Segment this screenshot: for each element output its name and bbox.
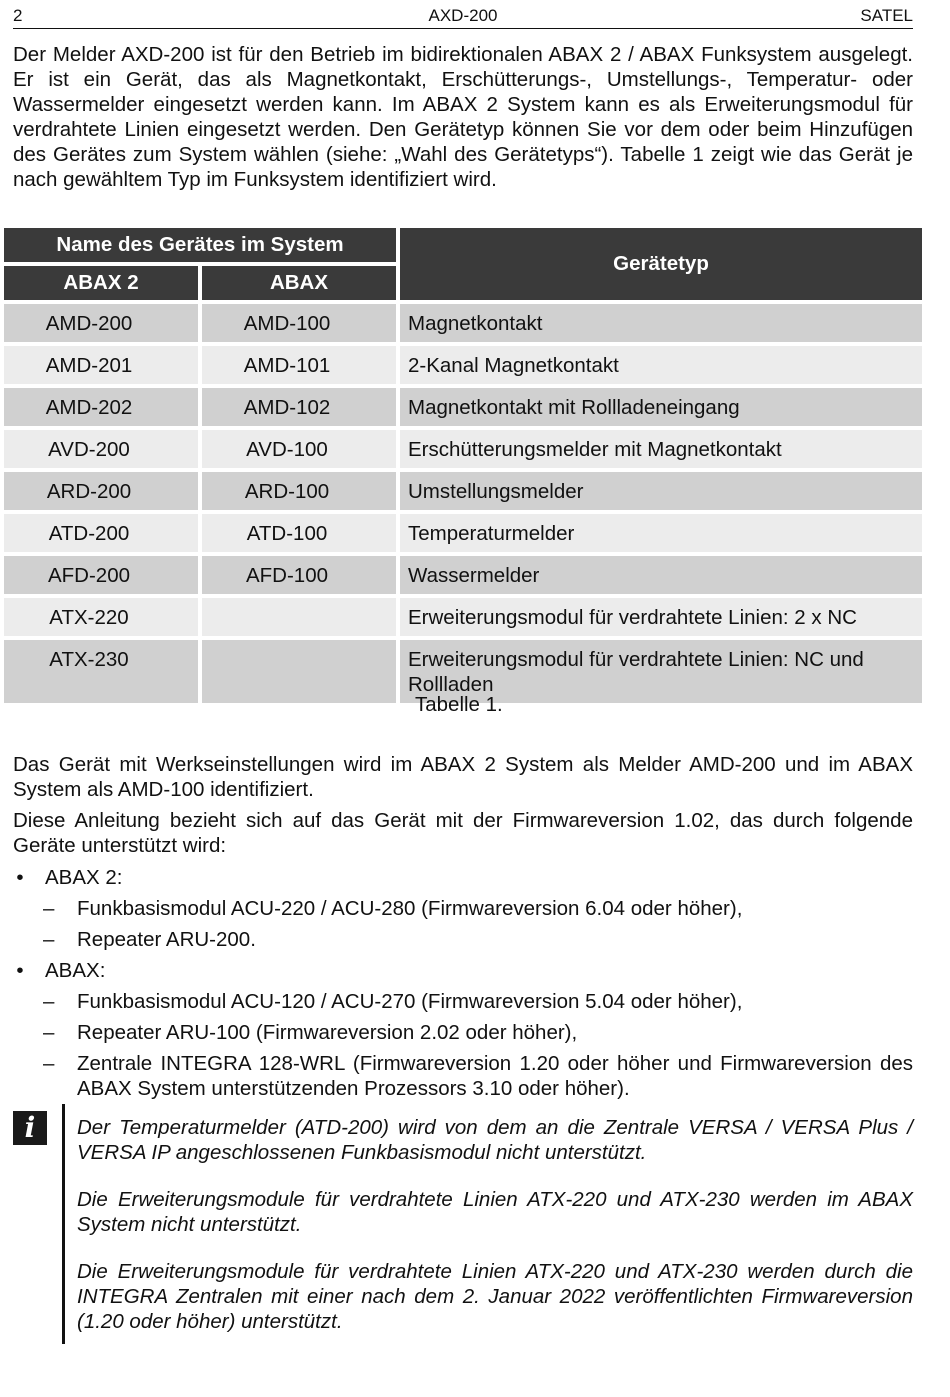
table-row	[4, 304, 922, 342]
list-item-label: ABAX:	[45, 959, 106, 982]
dash: –	[43, 897, 55, 920]
cell-abax2: AMD-202	[4, 388, 198, 426]
cell-abax2: ARD-200	[4, 472, 198, 510]
cell-abax2: ATX-220	[4, 598, 198, 636]
cell-type: 2-Kanal Magnetkontakt	[400, 346, 922, 384]
note-divider	[62, 1104, 65, 1344]
table-row	[4, 598, 922, 636]
table-group-header: Name des Gerätes im System	[4, 228, 396, 262]
cell-abax: AMD-101	[202, 346, 396, 384]
list-subitem-text: Funkbasismodul ACU-220 / ACU-280 (Firmwareversion 6.04 oder höher),	[77, 897, 743, 920]
table-row	[4, 430, 922, 468]
dash: –	[43, 1052, 55, 1075]
cell-type: Erweiterungsmodul für verdrahtete Linien: 2 x NC	[400, 598, 922, 636]
cell-abax2: AFD-200	[4, 556, 198, 594]
cell-abax2: AVD-200	[4, 430, 198, 468]
table-caption: Tabelle 1.	[415, 693, 503, 716]
cell-abax: AVD-100	[202, 430, 396, 468]
list-subitem-text: Zentrale INTEGRA 128-WRL (Firmwareversion 1.20 oder höher und Firmwareversion des ABAX System unterstützenden Prozessors 3.10 oder höher).	[77, 1052, 913, 1100]
brand-name: SATEL	[860, 6, 913, 25]
table-header-abax: ABAX	[202, 266, 396, 300]
intro-paragraph: Der Melder AXD-200 ist für den Betrieb im bidirektionalen ABAX 2 / ABAX Funksystem ausgelegt. Er ist ein Gerät, das als Magnetkontakt, Erschütterungs-, Umstellungs-, Temperatur- oder Wassermelder eingesetzt werden kann. Im ABAX 2 System kann es als Erweiterungsmodul für verdrahtete Linien eingesetzt werden. Den Gerätetyp können Sie vor dem oder beim Hinzufügen des Gerätes zum System wählen (siehe: „Wahl des Gerätetyps“). Tabelle 1 zeigt wie das Gerät je nach gewähltem Typ im Funksystem identifiziert wird.	[13, 43, 913, 191]
cell-abax: ARD-100	[202, 472, 396, 510]
cell-type: Erschütterungsmelder mit Magnetkontakt	[400, 430, 922, 468]
doc-title: AXD-200	[428, 6, 498, 25]
cell-abax	[202, 640, 396, 703]
table-row	[4, 514, 922, 552]
list-item-label: ABAX 2:	[45, 866, 123, 889]
list-subitem-text: Repeater ARU-100 (Firmwareversion 2.02 oder höher),	[77, 1021, 578, 1044]
list-subitem-text: Repeater ARU-200.	[77, 928, 256, 951]
cell-abax2: AMD-201	[4, 346, 198, 384]
cell-type: Magnetkontakt	[400, 304, 922, 342]
cell-type: Temperaturmelder	[400, 514, 922, 552]
table-row	[4, 346, 922, 384]
cell-abax: AMD-102	[202, 388, 396, 426]
cell-type: Wassermelder	[400, 556, 922, 594]
cell-type: Umstellungsmelder	[400, 472, 922, 510]
dash: –	[43, 990, 55, 1013]
cell-abax: AFD-100	[202, 556, 396, 594]
cell-abax: AMD-100	[202, 304, 396, 342]
page-number: 2	[13, 6, 23, 25]
dash: –	[43, 1021, 55, 1044]
cell-abax	[202, 598, 396, 636]
device-type-table	[0, 224, 926, 707]
note-paragraph: Die Erweiterungsmodule für verdrahtete Linien ATX-220 und ATX-230 werden im ABAX System nicht unterstützt.	[77, 1188, 913, 1236]
table-row	[4, 472, 922, 510]
cell-abax2: AMD-200	[4, 304, 198, 342]
firmware-paragraph: Diese Anleitung bezieht sich auf das Gerät mit der Firmwareversion 1.02, das durch folgende Geräte unterstützt wird:	[13, 809, 913, 857]
info-icon: i	[13, 1111, 47, 1145]
bullet: •	[16, 866, 24, 889]
table-header-abax2: ABAX 2	[4, 266, 198, 300]
table-row	[4, 388, 922, 426]
note-paragraph: Der Temperaturmelder (ATD-200) wird von dem an die Zentrale VERSA / VERSA Plus / VERSA IP angeschlossenen Funkbasismodul nicht unterstützt.	[77, 1116, 913, 1164]
cell-abax2: ATD-200	[4, 514, 198, 552]
cell-abax: ATD-100	[202, 514, 396, 552]
table-row	[4, 556, 922, 594]
cell-type: Erweiterungsmodul für verdrahtete Linien: NC und Rollladen	[400, 640, 922, 703]
list-subitem-text: Funkbasismodul ACU-120 / ACU-270 (Firmwareversion 5.04 oder höher),	[77, 990, 743, 1013]
cell-abax2: ATX-230	[4, 640, 198, 703]
factory-paragraph: Das Gerät mit Werkseinstellungen wird im ABAX 2 System als Melder AMD-200 und im ABAX System als AMD-100 identifiziert.	[13, 753, 913, 801]
bullet: •	[16, 959, 24, 982]
table-header-type: Gerätetyp	[400, 228, 922, 300]
cell-type: Magnetkontakt mit Rollladeneingang	[400, 388, 922, 426]
dash: –	[43, 928, 55, 951]
note-paragraph: Die Erweiterungsmodule für verdrahtete Linien ATX-220 und ATX-230 werden durch die INTEGRA Zentralen mit einer nach dem 2. Januar 2022 veröffentlichten Firmwareversion (1.20 oder höher) unterstützt.	[77, 1260, 913, 1333]
page-header	[13, 4, 913, 29]
